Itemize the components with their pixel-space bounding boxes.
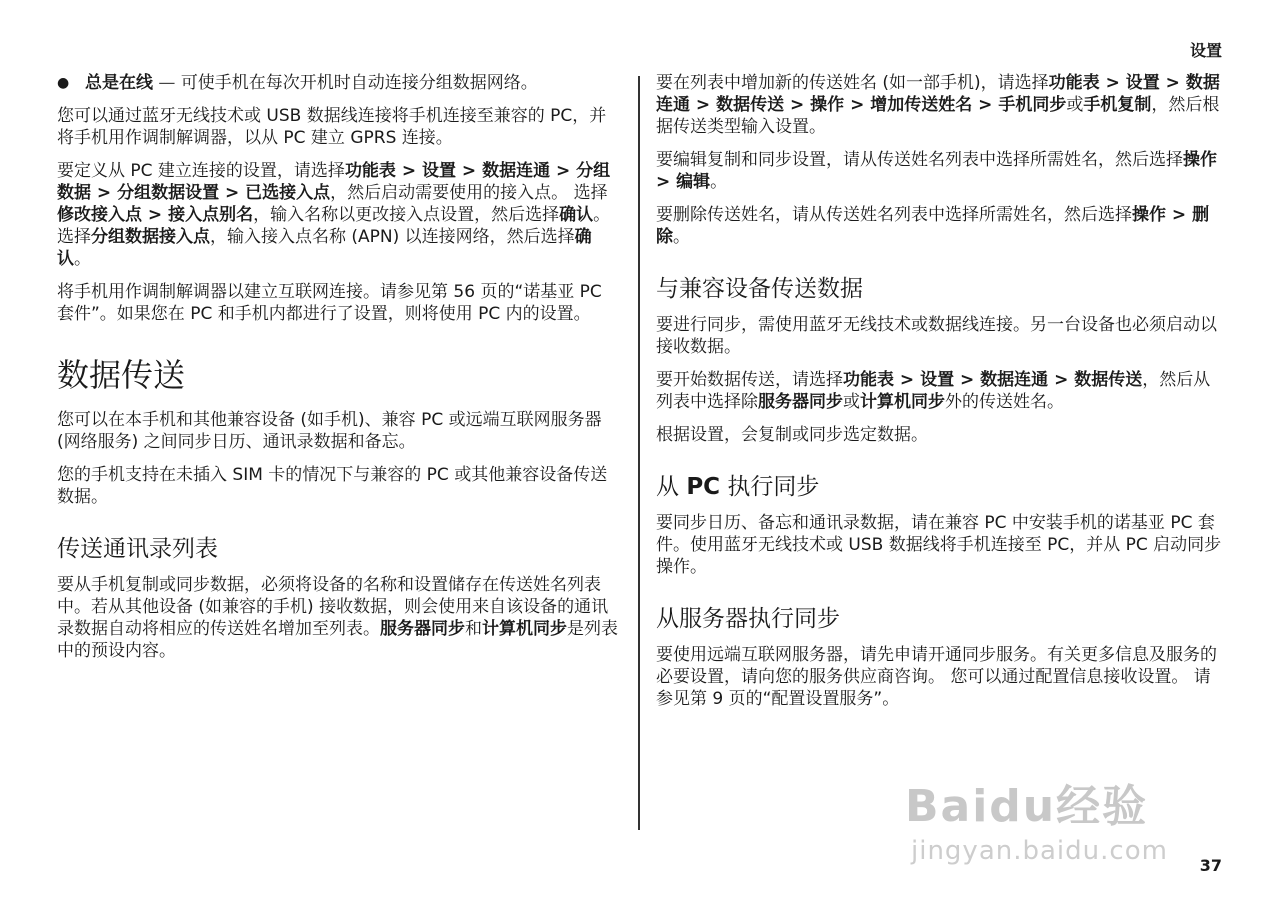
menu-path: 修改接入点 > 接入点别名 bbox=[57, 205, 254, 225]
text: ，然后启动需要使用的接入点。 选择 bbox=[330, 183, 608, 203]
text: 或 bbox=[843, 392, 860, 412]
paragraph-edit-settings bbox=[656, 149, 1222, 193]
text: 要删除传送姓名，请从传送姓名列表中选择所需姓名，然后选择 bbox=[656, 205, 1132, 225]
menu-option: 确认 bbox=[57, 227, 592, 269]
heading-data-transfer: 数据传送 bbox=[57, 356, 186, 394]
menu-path: 功能表 > 设置 > 数据连通 > 数据传送 bbox=[843, 370, 1143, 390]
paragraph-server-sync: 要使用远端互联网服务器，请先申请开通同步服务。有关更多信息及服务的必要设置，请向您的服务供应商咨询。 您可以通过配置信息接收设置。 请参见第 9 页的“配置设置服务”。 bbox=[656, 645, 1217, 709]
text: ，输入接入点名称 (APN) 以连接网络，然后选择 bbox=[210, 227, 575, 247]
text: 。 bbox=[74, 249, 91, 269]
paragraph-add-transfer-name bbox=[656, 72, 1222, 138]
bullet-always-online bbox=[57, 72, 623, 94]
watermark-logo-text: Baidu经验 bbox=[905, 781, 1149, 832]
paragraph-copy-sync: 根据设置，会复制或同步选定数据。 bbox=[656, 425, 928, 445]
text: 。 bbox=[673, 227, 690, 247]
text: 要定义从 PC 建立连接的设置，请选择 bbox=[57, 161, 345, 181]
text: 或 bbox=[1066, 95, 1084, 115]
bullet-dash: — bbox=[153, 73, 181, 93]
menu-option: 手机复制 bbox=[1083, 95, 1152, 115]
text: 要开始数据传送，请选择 bbox=[656, 370, 843, 390]
text: 。 选择 bbox=[57, 205, 611, 247]
paragraph-connection-settings bbox=[57, 160, 623, 270]
heading-pc: PC bbox=[686, 474, 721, 500]
bullet-dot-icon: ● bbox=[57, 75, 70, 91]
bullet-desc: 可使手机在每次开机时自动连接分组数据网络。 bbox=[180, 73, 538, 93]
menu-path: 功能表 > 设置 > 数据连通 > 分组数据 > 分组数据设置 > 已选接入点 bbox=[57, 161, 611, 203]
page-number: 37 bbox=[1199, 856, 1222, 875]
paragraph-pc-sync: 要同步日历、备忘和通讯录数据，请在兼容 PC 中安装手机的诺基亚 PC 套件。使用蓝牙无线技术或 USB 数据线将手机连接至 PC，并从 PC 启动同步操作。 bbox=[656, 513, 1222, 577]
menu-path: 功能表 > 设置 > 数据连通 > 数据传送 > 操作 > 增加传送姓名 > 手机同步 bbox=[656, 73, 1220, 115]
heading-transfer-contacts: 传送通讯录列表 bbox=[57, 536, 218, 562]
bullet-text bbox=[85, 72, 538, 94]
watermark-url: jingyan.baidu.com bbox=[911, 836, 1168, 866]
text: 和 bbox=[465, 619, 482, 639]
paragraph-modem-internet: 将手机用作调制解调器以建立互联网连接。请参见第 56 页的“诺基亚 PC 套件”。如果您在 PC 和手机内都进行了设置，则将使用 PC 内的设置。 bbox=[57, 282, 602, 324]
heading-transfer-compatible: 与兼容设备传送数据 bbox=[656, 276, 863, 302]
paragraph-sync-connection: 要进行同步，需使用蓝牙无线技术或数据线连接。另一台设备也必须启动以接收数据。 bbox=[656, 315, 1217, 357]
text: 。 bbox=[710, 172, 728, 192]
paragraph-modem-intro: 您可以通过蓝牙无线技术或 USB 数据线连接将手机连接至兼容的 PC，并将手机用作调制解调器，以从 PC 建立 GPRS 连接。 bbox=[57, 106, 607, 148]
text: 要在列表中增加新的传送姓名 (如一部手机)，请选择 bbox=[656, 73, 1049, 93]
menu-option: 确认 bbox=[559, 205, 594, 225]
section-header: 设置 bbox=[1189, 41, 1222, 60]
text: 执行同步 bbox=[720, 474, 820, 500]
bullet-term: 总是在线 bbox=[85, 73, 153, 93]
text: 从 bbox=[656, 474, 687, 500]
text: ，然后根据传送类型输入设置。 bbox=[656, 95, 1220, 137]
menu-option: 服务器同步 bbox=[380, 619, 465, 639]
paragraph-transfer-list bbox=[57, 574, 623, 662]
paragraph-delete-name bbox=[656, 204, 1222, 248]
menu-path: 操作 > 编辑 bbox=[656, 150, 1217, 192]
text: ，然后从列表中选择除 bbox=[656, 370, 1211, 412]
text: 要从手机复制或同步数据，必须将设备的名称和设置储存在传送姓名列表中。若从其他设备 (如兼容的手机) 接收数据，则会使用来自该设备的通讯录数据自动将相应的传送姓名增加至列表。 bbox=[57, 575, 609, 639]
heading-sync-from-server: 从服务器执行同步 bbox=[656, 606, 840, 632]
paragraph-sim-note: 您的手机支持在未插入 SIM 卡的情况下与兼容的 PC 或其他兼容设备传送数据。 bbox=[57, 465, 608, 507]
menu-option: 分组数据接入点 bbox=[91, 227, 210, 247]
menu-option: 服务器同步 bbox=[758, 392, 843, 412]
text: 是列表中的预设内容。 bbox=[57, 619, 618, 661]
text: 外的传送姓名。 bbox=[945, 392, 1064, 412]
text: 要编辑复制和同步设置，请从传送姓名列表中选择所需姓名，然后选择 bbox=[656, 150, 1183, 170]
column-divider bbox=[638, 76, 640, 830]
menu-option: 计算机同步 bbox=[860, 392, 945, 412]
baidu-watermark bbox=[905, 770, 1205, 880]
left-column bbox=[57, 72, 623, 673]
menu-option: 计算机同步 bbox=[482, 619, 567, 639]
paragraph-start-transfer bbox=[656, 369, 1222, 413]
text: ，输入名称以更改接入点设置，然后选择 bbox=[253, 205, 560, 225]
paragraph-sync-intro: 您可以在本手机和其他兼容设备 (如手机)、兼容 PC 或远端互联网服务器 (网络服务) 之间同步日历、通讯录数据和备忘。 bbox=[57, 410, 602, 452]
heading-sync-from-pc bbox=[656, 472, 1222, 502]
right-column bbox=[656, 72, 1222, 721]
menu-path: 操作 > 删除 bbox=[656, 205, 1210, 247]
